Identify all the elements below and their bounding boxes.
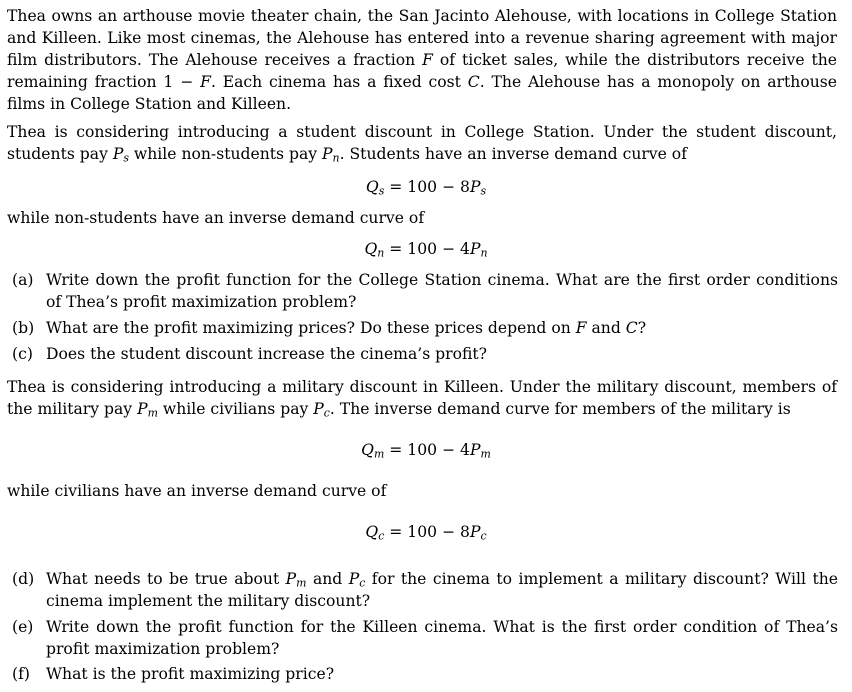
text-part: and [586, 319, 626, 337]
subscript: s [378, 184, 385, 198]
eq-rhs: P [469, 441, 481, 459]
subscript: s [480, 184, 487, 198]
eq-lhs: Q [365, 523, 379, 541]
military-discount-paragraph [7, 376, 837, 420]
subscript: n [480, 246, 488, 260]
paragraph-text: Thea is considering introducing a military discount in Killeen. Under the military discount, members of the military pay [7, 378, 837, 418]
question-c [12, 343, 838, 365]
eq-rhs: P [469, 240, 481, 258]
question-f [12, 663, 838, 685]
paragraph-text: while non-students pay [128, 145, 323, 163]
subscript: m [147, 406, 158, 420]
subscript: n [332, 151, 340, 165]
text-part: for the cinema to implement a military discount? Will the cinema implement the military discount? [46, 570, 838, 610]
student-discount-paragraph [7, 121, 837, 165]
question-b [12, 317, 838, 339]
subscript: m [296, 576, 307, 590]
intro-text: . The Alehouse has a monopoly on arthouse films in College Station and Killeen. [7, 73, 837, 113]
var-P: P [313, 400, 324, 418]
question-text: Write down the profit function for the College Station cinema. What are the first order conditions of Thea’s profit maximization problem? [46, 271, 838, 311]
subscript: c [359, 576, 366, 590]
paragraph-text: Thea is considering introducing a student discount in College Station. Under the student discount, students pay [7, 123, 837, 163]
question-label: (f) [12, 665, 30, 683]
eq-mid: = 100 − 4 [384, 441, 470, 459]
eq-mid: = 100 − 8 [384, 178, 470, 196]
intro-text: of ticket sales, while the distributors receive the remaining fraction 1 − [7, 51, 837, 91]
intro-text: . Each cinema has a fixed cost [210, 73, 468, 91]
question-text: What is the profit maximizing price? [46, 665, 335, 683]
text-part: What needs to be true about [46, 570, 286, 588]
var-P: P [322, 145, 333, 163]
eq-rhs: P [469, 178, 481, 196]
eq-lhs: Q [361, 441, 374, 459]
subscript: c [378, 529, 385, 543]
subscript: m [480, 447, 491, 461]
question-label: (c) [12, 345, 33, 363]
intro-paragraph [7, 5, 837, 115]
eq-mid: = 100 − 4 [384, 240, 470, 258]
equation-civilian-demand [0, 521, 852, 543]
var-P: P [137, 400, 148, 418]
intro-text: Thea owns an arthouse movie theater chain, the San Jacinto Alehouse, with locations in College Station and Killeen. Like most cinemas, the Alehouse has entered into a revenue sharing agreement with major film distributors. The Alehouse receives a fraction [7, 7, 837, 69]
var-P: P [348, 570, 360, 588]
eq-lhs: Q [364, 240, 378, 258]
eq-mid: = 100 − 8 [384, 523, 470, 541]
question-label: (b) [12, 319, 35, 337]
subscript: m [373, 447, 385, 461]
paragraph-text: . The inverse demand curve for members of the military is [329, 400, 791, 418]
between-text-1: while non-students have an inverse demand curve of [7, 209, 425, 227]
var-F: F [575, 319, 587, 337]
subscript: c [480, 529, 487, 543]
equation-student-demand [0, 176, 852, 198]
question-text [46, 317, 838, 339]
paragraph-text: . Students have an inverse demand curve of [339, 145, 687, 163]
question-label: (a) [12, 271, 34, 289]
text-part: What are the profit maximizing prices? Do these prices depend on [46, 319, 576, 337]
question-text [46, 568, 838, 612]
equation-nonstudent-demand [0, 238, 852, 260]
question-text: Does the student discount increase the cinema’s profit? [46, 345, 488, 363]
subscript: s [123, 151, 129, 165]
var-C: C [467, 73, 480, 91]
question-e [12, 616, 838, 660]
text-part: ? [637, 319, 647, 337]
subscript: c [323, 406, 330, 420]
text-part: and [306, 570, 349, 588]
var-F: F [200, 73, 211, 91]
equation-military-demand [0, 439, 852, 461]
subscript: n [377, 246, 385, 260]
var-F: F [422, 51, 433, 69]
var-C: C [625, 319, 638, 337]
between-text-2: while civilians have an inverse demand curve of [7, 482, 387, 500]
var-P: P [285, 570, 297, 588]
question-a [12, 269, 838, 313]
var-P: P [112, 145, 124, 163]
question-label: (d) [12, 570, 35, 588]
eq-lhs: Q [365, 178, 379, 196]
eq-rhs: P [469, 523, 481, 541]
question-d [12, 568, 838, 612]
question-label: (e) [12, 618, 34, 636]
question-text: Write down the profit function for the Killeen cinema. What is the first order condition of Thea’s profit maximization problem? [46, 618, 838, 658]
paragraph-text: while civilians pay [157, 400, 314, 418]
